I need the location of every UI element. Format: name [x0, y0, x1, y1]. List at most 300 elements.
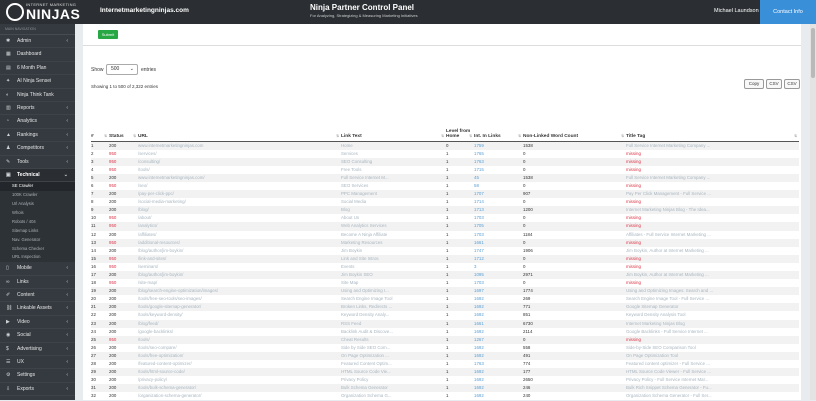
chevron-left-icon: ‹	[66, 318, 68, 325]
url-cell[interactable]: /tools/bulk-schema-generator/	[138, 384, 341, 392]
sort-icon: ⇅	[794, 134, 797, 138]
link-text-cell: Jim Boykin	[341, 247, 363, 253]
chevron-left-icon: ‹	[66, 305, 68, 312]
table-row[interactable]	[91, 158, 799, 166]
chevron-left-icon: ‹	[66, 158, 68, 165]
title-tag-cell: Internet Marketing Ninjas Blog - The Idea...	[626, 206, 799, 214]
sidebar-item-label: Dashboard	[17, 51, 42, 58]
level-cell: 1	[446, 287, 474, 295]
sidebar-subitem-schema-checker[interactable]: Schema Checker	[0, 245, 75, 254]
mobile-icon: ▯	[6, 265, 9, 272]
level-cell: 1	[446, 166, 449, 172]
url-cell[interactable]: /tools/free-optimization/	[138, 352, 341, 360]
int-in-links-cell[interactable]: 1707	[474, 190, 523, 198]
link-text-cell: Blog	[341, 206, 446, 214]
url-cell[interactable]: /tools/keyword-density/	[138, 312, 183, 318]
word-count-cell: 0	[523, 222, 626, 230]
url-cell[interactable]: www.internetmarketingninjas.com/	[138, 174, 341, 182]
int-in-links-cell[interactable]: 1697	[474, 287, 523, 295]
status-cell: 200	[109, 287, 138, 295]
title-tag-cell: Bulk Rich Snippet Schema Generator - Fu...	[626, 384, 799, 392]
level-cell: 1	[446, 328, 449, 334]
sidebar-item-technical[interactable]	[0, 169, 75, 182]
word-count-cell: 0	[523, 239, 626, 247]
url-cell[interactable]: /additional-resources/	[138, 239, 341, 247]
level-cell: 1	[446, 158, 474, 166]
table-row[interactable]	[91, 206, 799, 214]
table-row[interactable]	[91, 231, 799, 239]
level-cell: 1	[446, 280, 449, 286]
sort-icon: ⇅	[104, 134, 107, 138]
url-cell[interactable]: /tools/	[138, 166, 150, 172]
sidebar-item-video[interactable]	[0, 316, 75, 329]
column-header-link-text[interactable]	[341, 114, 446, 141]
url-cell[interactable]: /blog/feed/	[138, 320, 341, 328]
logo[interactable]	[6, 2, 92, 22]
gear-icon: ✱	[6, 38, 11, 44]
sidebar-subitem-url-inspection[interactable]: URL Inspection	[0, 253, 75, 262]
link-text-cell: Marketing Resources	[341, 239, 446, 247]
row-number: 30	[91, 377, 96, 383]
table-row[interactable]	[91, 303, 799, 311]
title-tag-cell: Full Service Internet Marketing Company ...	[626, 141, 799, 150]
status-cell: 950	[109, 255, 138, 263]
int-in-links-cell[interactable]: 1703	[474, 231, 484, 237]
sidebar-item-ai-ninja-sensei[interactable]	[0, 75, 75, 88]
sort-icon: ⇅	[133, 134, 136, 138]
title-tag-cell: missing	[626, 222, 799, 230]
int-in-links-cell[interactable]: 1661	[474, 320, 523, 328]
column-header-label: Non-Linked Word Count	[523, 134, 579, 139]
url-cell[interactable]: /affiliates/	[138, 231, 157, 237]
sidebar-item-label: Admin	[17, 38, 32, 44]
word-count-cell: 6730	[523, 320, 626, 328]
int-in-links-cell[interactable]: 1692	[474, 384, 523, 392]
level-cell: 1	[446, 263, 449, 269]
chevron-left-icon: ‹	[66, 385, 68, 392]
table-row[interactable]	[91, 239, 799, 247]
table-row[interactable]	[91, 247, 799, 255]
sidebar-subitem-se-crawler[interactable]: SE Crawler	[0, 182, 75, 191]
int-in-links-cell[interactable]: 1692	[474, 352, 523, 360]
url-cell[interactable]: /pay-per-click-ppc/	[138, 190, 341, 198]
table-row[interactable]	[91, 344, 799, 352]
column-header-label: Int. In Links	[474, 134, 501, 139]
sidebar-item-advertising[interactable]	[0, 343, 75, 356]
settings-icon: ⚙	[6, 372, 11, 379]
status-cell: 200	[109, 174, 138, 182]
int-in-links-cell[interactable]: 1692	[474, 328, 484, 334]
sidebar-item-6-month-plan[interactable]	[0, 62, 75, 75]
column-header-status[interactable]	[109, 114, 138, 141]
link-text-cell: Web Analytics Services	[341, 222, 446, 230]
link-text-cell: SEO Consulting	[341, 158, 446, 166]
status-cell: 950	[109, 166, 117, 172]
word-count-cell: 269	[523, 296, 531, 302]
column-header-label: Level from Home	[446, 128, 471, 139]
word-count-cell: 2114	[523, 328, 533, 334]
sidebar-item-label: Linkable Assets	[17, 305, 52, 312]
int-in-links-cell[interactable]: 1713	[474, 206, 523, 214]
chevron-left-icon: ‹	[66, 359, 68, 366]
url-cell[interactable]: www.internetmarketingninjas.com	[138, 141, 341, 150]
link-text-cell: Organization Schema G...	[341, 393, 392, 399]
url-cell[interactable]: /privacy-policy/	[138, 377, 168, 383]
word-count-cell: 0	[523, 199, 526, 205]
row-number: 19	[91, 287, 109, 295]
sidebar-subitem-100k-crawler[interactable]: 100K Crawler	[0, 191, 75, 200]
csv-export-button[interactable]: CSV	[784, 79, 800, 89]
url-cell[interactable]: /site-map/	[138, 280, 158, 286]
main-content	[83, 24, 801, 400]
table-row[interactable]	[91, 295, 799, 303]
int-in-links-cell[interactable]: 1692	[474, 344, 484, 350]
url-cell[interactable]: /tools/html-source-code/	[138, 368, 341, 376]
title-tag-cell: Organization Schema Generator - Full Ser...	[626, 393, 712, 399]
sidebar-item-competitors[interactable]	[0, 142, 75, 155]
contact-info-button[interactable]: Contact Info	[760, 0, 816, 24]
assets-icon: ⛓	[6, 305, 13, 312]
sidebar-item-ninja-think-tank[interactable]	[0, 89, 75, 102]
int-in-links-cell[interactable]: 1692	[474, 393, 484, 399]
sidebar-item-label: Mobile	[17, 265, 32, 272]
level-cell: 1	[446, 271, 474, 279]
lightbulb-icon: ◐	[6, 91, 10, 98]
int-in-links-cell[interactable]: 1692	[474, 377, 484, 383]
table-row[interactable]	[91, 141, 799, 150]
link-text-cell: PPC Management	[341, 190, 446, 198]
word-count-cell: 0	[523, 150, 526, 156]
title-tag-cell: On Page Optimization Tool	[626, 352, 799, 360]
int-in-links-cell[interactable]: 1692	[474, 312, 484, 318]
column-header-non-linked-word-count[interactable]	[523, 114, 626, 141]
url-cell[interactable]: /featured-content-optimizer/	[138, 361, 192, 367]
level-cell: 1	[446, 361, 449, 367]
column-header-label: Status	[109, 134, 124, 139]
status-cell: 200	[109, 141, 138, 150]
int-in-links-cell[interactable]: 1765	[474, 150, 484, 156]
sort-icon: ⇅	[621, 134, 624, 138]
url-cell[interactable]: /tools/seo-compare/	[138, 344, 177, 350]
url-cell[interactable]: /blog/	[138, 206, 341, 214]
table-row[interactable]	[91, 222, 799, 230]
int-in-links-cell[interactable]: 1692	[474, 303, 523, 311]
title-tag-cell: Search Engine Image Tool - Full Service ...	[626, 296, 710, 302]
title-tag-cell: Using and Optimizing Images: Search and ...	[626, 287, 799, 295]
competitors-icon: ♟	[6, 145, 11, 152]
int-in-links-cell[interactable]: 1712	[474, 255, 523, 263]
table-row[interactable]	[91, 255, 799, 263]
level-cell: 1	[446, 206, 474, 214]
status-cell: 200	[109, 384, 138, 392]
status-cell: 200	[109, 231, 117, 237]
title-tag-cell: missing	[626, 336, 799, 344]
sidebar-item-admin[interactable]	[0, 35, 75, 48]
int-in-links-cell[interactable]: 1703	[474, 280, 484, 286]
status-cell: 950	[109, 280, 117, 286]
title-tag-cell: Google Sitemap Generator	[626, 303, 799, 311]
sidebar-item-label: Rankings	[17, 131, 38, 138]
link-text-cell: Keyword Density Analy...	[341, 312, 390, 318]
row-number: 18	[91, 280, 96, 286]
status-cell: 200	[109, 320, 138, 328]
chevron-left-icon: ‹	[66, 145, 68, 152]
link-text-cell: SEO Services	[341, 182, 369, 188]
sidebar-item-label: Analytics	[17, 118, 38, 125]
sidebar-item-label: UX	[17, 359, 24, 366]
chevron-left-icon: ‹	[66, 131, 68, 138]
sidebar-item-label: Content	[17, 292, 35, 299]
int-in-links-cell[interactable]: 1267	[474, 336, 523, 344]
status-cell: 200	[109, 368, 138, 376]
word-count-cell: 1200	[523, 206, 626, 214]
int-in-links-cell[interactable]: 58	[474, 182, 479, 188]
status-cell: 950	[109, 239, 138, 247]
robot-icon: ✦	[6, 78, 11, 85]
sidebar-item-label: Advertising	[17, 345, 42, 352]
link-text-cell: Site Map	[341, 280, 359, 286]
table-row[interactable]	[91, 368, 799, 376]
level-cell: 1	[446, 215, 449, 221]
status-cell: 200	[109, 206, 138, 214]
word-count-cell: 558	[523, 344, 531, 350]
table-row[interactable]	[91, 150, 799, 158]
url-cell[interactable]: /social-media-marketing/	[138, 199, 186, 205]
int-in-links-cell[interactable]: 1747	[474, 247, 484, 253]
title-tag-cell: Pay Per Click Management - Full Service ...	[626, 190, 799, 198]
chevron-left-icon: ‹	[66, 118, 68, 125]
int-in-links-cell[interactable]: 1692	[474, 368, 523, 376]
sidebar-nav-header: MAIN NAVIGATION	[0, 24, 75, 35]
word-count-cell: 1538	[523, 141, 626, 150]
url-cell[interactable]: /seminars/	[138, 263, 159, 269]
status-cell: 200	[109, 328, 117, 334]
int-in-links-cell[interactable]: 1661	[474, 239, 523, 247]
word-count-cell: 2650	[523, 377, 533, 383]
link-icon: ∞	[6, 278, 10, 285]
sidebar-item-linkable-assets[interactable]	[0, 302, 75, 315]
sidebar-subitem-whois[interactable]: Whois	[0, 209, 75, 218]
technical-icon: ▣	[6, 171, 11, 178]
column-header-level-from-home[interactable]	[446, 114, 474, 141]
int-in-links-cell[interactable]: 1763	[474, 158, 523, 166]
table-row[interactable]	[91, 320, 799, 328]
url-cell[interactable]: /about/	[138, 215, 152, 221]
status-cell: 950	[109, 336, 138, 344]
sidebar-item-settings[interactable]	[0, 369, 75, 382]
table-row[interactable]	[91, 376, 799, 384]
status-cell: 200	[109, 361, 117, 367]
url-cell[interactable]: /services/	[138, 150, 157, 156]
sidebar-subitem-robots-404[interactable]: Robots / 404	[0, 218, 75, 227]
link-text-cell: Side by Side SEO Com...	[341, 344, 391, 350]
table-row[interactable]	[91, 198, 799, 206]
url-cell[interactable]: /tools/google-sitemap-generator/	[138, 303, 341, 311]
status-cell: 200	[109, 303, 138, 311]
calendar-icon: ▤	[6, 64, 11, 71]
column-header-[interactable]	[91, 114, 109, 141]
table-row[interactable]	[91, 174, 799, 182]
int-in-links-cell[interactable]: 45	[474, 174, 523, 182]
int-in-links-cell[interactable]: 1715	[474, 166, 484, 172]
url-cell[interactable]: /organization-schema-generator/	[138, 393, 202, 399]
level-cell: 1	[446, 344, 449, 350]
table-row[interactable]	[91, 384, 799, 392]
title-tag-cell: Full Service Internet Marketing Company ...	[626, 174, 799, 182]
sidebar	[0, 24, 75, 400]
word-count-cell: 1906	[523, 247, 533, 253]
sidebar-item-label: Technical	[17, 171, 40, 178]
title-tag-cell: Affiliates - Full Service Internet Marketing ...	[626, 231, 711, 237]
row-number: 23	[91, 320, 109, 328]
site-name: Internetmarketingninjas.com	[100, 7, 189, 14]
url-cell[interactable]: /blog/author/jim-boykin/	[138, 271, 341, 279]
rankings-icon: ▲	[6, 131, 11, 138]
int-in-links-cell[interactable]: 1705	[474, 222, 523, 230]
status-cell: 950	[109, 215, 117, 221]
csv-button[interactable]: CSV	[766, 79, 782, 89]
sidebar-item-label: AI Ninja Sensei	[17, 78, 52, 85]
url-cell[interactable]: /link-and-sites/	[138, 255, 341, 263]
sidebar-subitem-sitemap-links[interactable]: Sitemap Links	[0, 227, 75, 236]
table-row[interactable]	[91, 336, 799, 344]
table-row[interactable]	[91, 166, 799, 174]
scrollbar-thumb[interactable]	[811, 28, 815, 78]
link-text-cell: Services	[341, 150, 358, 156]
status-cell: 200	[109, 312, 117, 318]
sidebar-item-ux[interactable]	[0, 356, 75, 369]
table-row[interactable]	[91, 328, 799, 336]
title-tag-cell: Side-by-Side SEO Comparison Tool	[626, 344, 696, 350]
table-row[interactable]	[91, 271, 799, 279]
column-header-title-tag[interactable]	[626, 114, 799, 141]
logo-wordmark: NINJAS	[26, 6, 81, 22]
sidebar-item-analytics[interactable]	[0, 115, 75, 128]
int-in-links-cell[interactable]: 1714	[474, 199, 484, 205]
table-row[interactable]	[91, 311, 799, 319]
row-number: 13	[91, 239, 109, 247]
table-row[interactable]	[91, 263, 799, 271]
chevron-down-icon: ⌄	[129, 66, 134, 72]
sidebar-item-rankings[interactable]	[0, 129, 75, 142]
url-cell[interactable]: /analytics/	[138, 222, 341, 230]
level-cell: 1	[446, 384, 474, 392]
row-number: 31	[91, 384, 109, 392]
url-cell[interactable]: /blog/search-engine-optimization/images/	[138, 287, 341, 295]
table-row[interactable]	[91, 279, 799, 287]
table-row[interactable]	[91, 190, 799, 198]
int-in-links-cell[interactable]: 3	[474, 263, 477, 269]
sort-icon: ⇅	[336, 134, 339, 138]
status-cell: 200	[109, 247, 117, 253]
sidebar-item-links[interactable]	[0, 276, 75, 289]
int-in-links-cell[interactable]: 1763	[474, 361, 484, 367]
copy-button[interactable]: Copy	[744, 79, 764, 89]
ux-icon: ☰	[6, 359, 11, 366]
word-count-cell: 1184	[523, 231, 533, 237]
level-cell: 1	[446, 352, 474, 360]
link-text-cell: RSS Feed	[341, 320, 446, 328]
analytics-icon: ◔	[6, 118, 10, 125]
table-row[interactable]	[91, 360, 799, 368]
sidebar-item-exports[interactable]	[0, 383, 75, 396]
int-in-links-cell[interactable]: 1692	[474, 296, 484, 302]
sort-icon: ⇅	[518, 134, 521, 138]
link-text-cell: Full Service Internet M...	[341, 174, 446, 182]
word-count-cell: 0	[523, 215, 526, 221]
row-number: 3	[91, 158, 109, 166]
column-header-label: URL	[138, 134, 148, 139]
sidebar-item-tools[interactable]	[0, 156, 75, 169]
sidebar-item-social[interactable]	[0, 329, 75, 342]
url-cell[interactable]: /tools/	[138, 336, 341, 344]
sidebar-subitem-nav-generator[interactable]: Nav. Generator	[0, 236, 75, 245]
title-tag-cell: Google Backlinks - Full Service Internet ...	[626, 328, 708, 334]
chevron-left-icon: ‹	[66, 345, 68, 352]
level-cell: 1	[446, 255, 474, 263]
sidebar-item-content[interactable]	[0, 289, 75, 302]
link-text-cell: Privacy Policy	[341, 377, 369, 383]
sidebar-item-dashboard[interactable]	[0, 48, 75, 61]
column-header-label: Link Text	[341, 134, 362, 139]
submit-button[interactable]: Submit	[98, 30, 118, 39]
sidebar-item-label: Links	[17, 278, 29, 285]
entries-select[interactable]	[106, 64, 138, 75]
status-cell: 200	[109, 352, 138, 360]
row-number: 21	[91, 303, 109, 311]
int-in-links-cell[interactable]: 1703	[474, 215, 484, 221]
page-scrollbar[interactable]	[810, 24, 816, 400]
int-in-links-cell[interactable]: 1759	[474, 141, 523, 150]
row-number: 24	[91, 328, 96, 334]
url-cell[interactable]: /blog/author/jim-boykin/	[138, 247, 184, 253]
content-icon: ✐	[6, 292, 11, 299]
exports-icon: ⇩	[6, 385, 11, 392]
title-tag-cell: Internet Marketing Ninjas Blog	[626, 320, 799, 328]
column-header-url[interactable]	[138, 114, 341, 141]
link-text-cell: Featured Content Optim...	[341, 361, 392, 367]
url-cell[interactable]: /google-backlinks/	[138, 328, 174, 334]
sidebar-item-label: 6 Month Plan	[17, 64, 47, 71]
sidebar-subitem-url-analysis[interactable]: Url Analysis	[0, 200, 75, 209]
int-in-links-cell[interactable]: 1095	[474, 271, 523, 279]
sidebar-item-label: Social	[17, 332, 31, 339]
status-cell: 200	[109, 393, 117, 399]
table-row[interactable]	[91, 214, 799, 222]
table-row[interactable]	[91, 287, 799, 295]
link-text-cell: Social Media	[341, 199, 367, 205]
top-card	[83, 24, 801, 46]
level-cell: 0	[446, 141, 474, 150]
link-text-cell: On Page Optimization ...	[341, 352, 446, 360]
status-cell: 950	[109, 158, 138, 166]
sidebar-item-label: Exports	[17, 385, 34, 392]
sidebar-item-mobile[interactable]	[0, 262, 75, 275]
table-row[interactable]	[91, 182, 799, 190]
table-row[interactable]	[91, 392, 799, 400]
sidebar-item-reports[interactable]	[0, 102, 75, 115]
url-cell[interactable]: /consulting/	[138, 158, 341, 166]
word-count-cell: 0	[523, 158, 626, 166]
url-cell[interactable]: /tools/free-seo-tools/seo-images/	[138, 296, 202, 302]
url-cell[interactable]: /seo/	[138, 182, 148, 188]
title-tag-cell: missing	[626, 199, 641, 205]
level-cell: 1	[446, 296, 449, 302]
column-header-int-in-links[interactable]	[474, 114, 523, 141]
user-name[interactable]: Michael Laundson	[714, 8, 759, 14]
status-cell: 950	[109, 150, 117, 156]
table-row[interactable]	[91, 352, 799, 360]
